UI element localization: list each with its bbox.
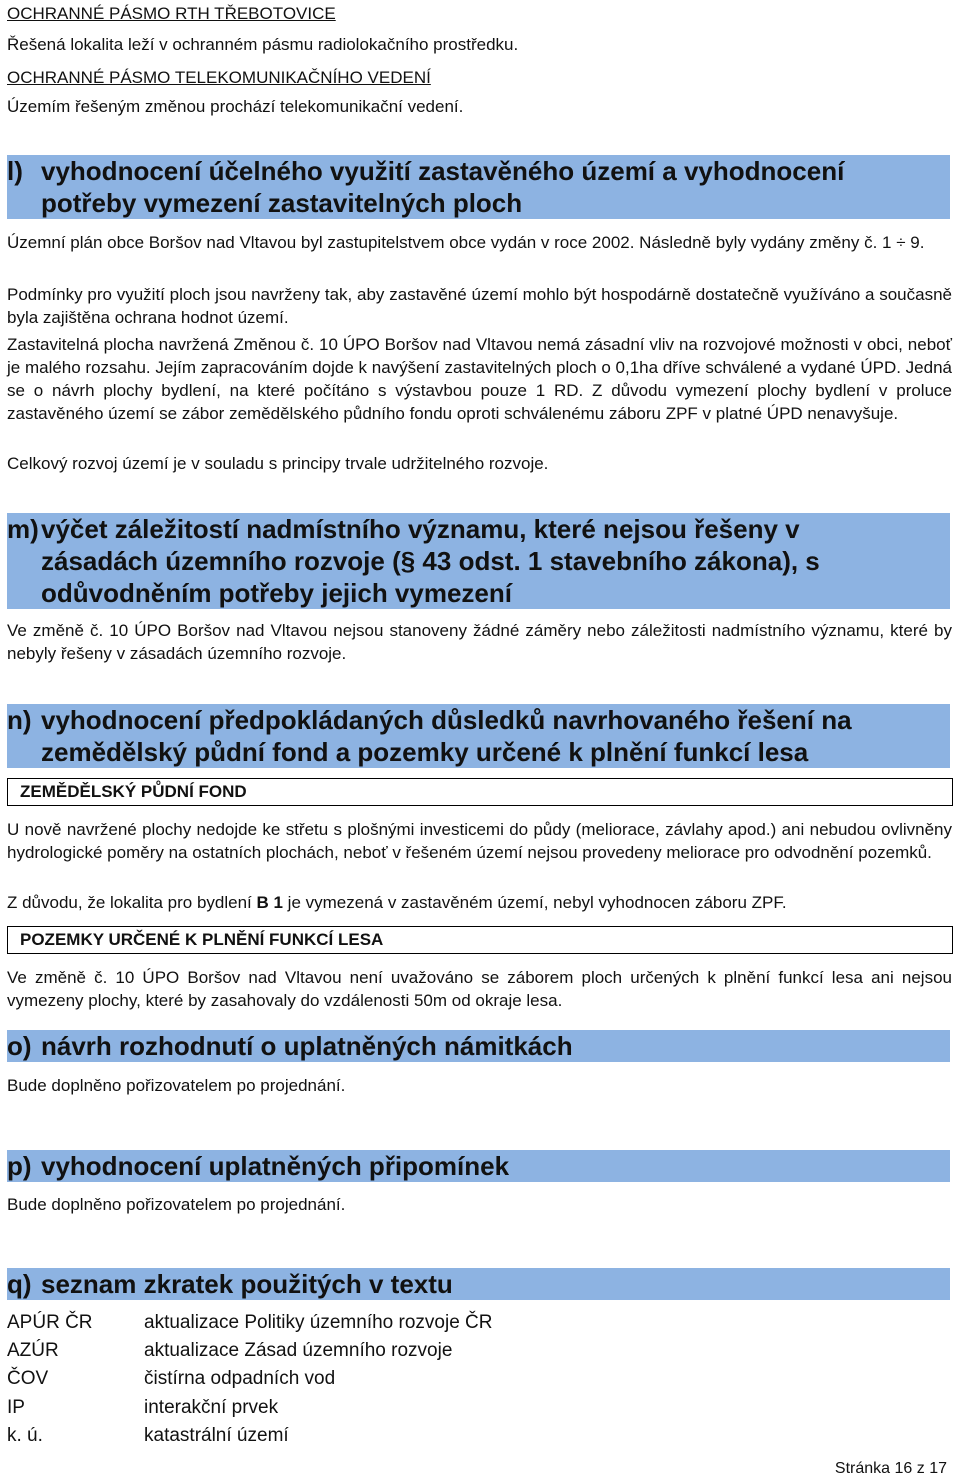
section-q-heading — [7, 1268, 950, 1300]
telecom-zone-text: Územím řešeným změnou prochází telekomunikační vedení. — [7, 97, 464, 116]
abbreviation: AZÚR — [7, 1340, 59, 1361]
paragraph: Zastavitelná plocha navržená Změnou č. 10 ÚPO Boršov nad Vltavou nemá zásadní vliv na rozvojové možnosti v obci, neboť je malého rozsahu. Jejím zapracováním dojde k navýšení zastavitelných ploch o 0,1ha dříve schválené a vydané ÚPD. Jedná se o návrh plochy bydlení, na které počítáno s výstavbou pouze 1 RD. Z důvodu vymezení plochy bydlení v proluce zastavěného území se zábor zemědělského půdního fondu oproti schválenému záboru ZPF v platné ÚPD nenavyšuje. — [7, 335, 952, 423]
section-letter: n) — [7, 705, 32, 735]
abbreviation: IP — [7, 1397, 25, 1418]
heading-line: vyhodnocení účelného využití zastavěného území a vyhodnocení — [41, 156, 845, 186]
subheading-box: POZEMKY URČENÉ K PLNĚNÍ FUNKCÍ LESA — [7, 926, 953, 954]
abbreviation-meaning: aktualizace Politiky územního rozvoje ČR — [144, 1312, 493, 1333]
section-o-heading — [7, 1030, 950, 1062]
abbreviation: k. ú. — [7, 1425, 43, 1446]
paragraph: Celkový rozvoj území je v souladu s principy trvale udržitelného rozvoje. — [7, 454, 549, 473]
text-run: Z důvodu, že lokalita pro bydlení — [7, 893, 257, 912]
section-letter: q) — [7, 1269, 32, 1299]
heading-line: vyhodnocení uplatněných připomínek — [41, 1151, 510, 1181]
abbreviation-meaning: katastrální území — [144, 1425, 289, 1446]
locality-code: B 1 — [256, 893, 283, 912]
section-l-heading — [7, 155, 950, 219]
section-n-heading — [7, 704, 950, 768]
section-p-heading — [7, 1150, 950, 1182]
paragraph: Podmínky pro využití ploch jsou navrženy tak, aby zastavěné území mohlo být hospodárně dostatečně využíváno a současně byla zajištěna ochrana hodnot území. — [7, 285, 952, 327]
abbreviation-meaning: aktualizace Zásad územního rozvoje — [144, 1340, 453, 1361]
paragraph — [7, 891, 952, 914]
heading-line: návrh rozhodnutí o uplatněných námitkách — [41, 1031, 573, 1061]
abbreviation-row — [7, 1309, 493, 1337]
telecom-zone-title: OCHRANNÉ PÁSMO TELEKOMUNIKAČNÍHO VEDENÍ — [7, 68, 431, 87]
paragraph: Ve změně č. 10 ÚPO Boršov nad Vltavou není uvažováno se záborem ploch určených k plnění funkcí lesa ani nejsou vymezeny plochy, které by zasahovaly do vzdálenosti 50m od okraje lesa. — [7, 968, 952, 1010]
heading-line: potřeby vymezení zastavitelných ploch — [41, 188, 523, 218]
abbreviation-meaning: čistírna odpadních vod — [144, 1368, 336, 1389]
heading-line: odůvodněním potřeby jejich vymezení — [41, 578, 512, 608]
heading-line: výčet záležitostí nadmístního významu, které nejsou řešeny v — [41, 514, 800, 544]
paragraph: Územní plán obce Boršov nad Vltavou byl zastupitelstvem obce vydán v roce 2002. Následně byly vydány změny č. 1 ÷ 9. — [7, 233, 925, 252]
paragraph: Ve změně č. 10 ÚPO Boršov nad Vltavou nejsou stanoveny žádné záměry nebo záležitosti nadmístního významu, které by nebyly řešeny v zásadách územního rozvoje. — [7, 621, 952, 663]
section-letter: l) — [7, 156, 23, 186]
heading-line: zásadách územního rozvoje (§ 43 odst. 1 stavebního zákona), s — [41, 546, 820, 576]
rth-zone-title: OCHRANNÉ PÁSMO RTH TŘEBOTOVICE — [7, 4, 336, 23]
abbreviation-row — [7, 1365, 335, 1393]
text-run: je vymezená v zastavěném území, nebyl vyhodnocen záboru ZPF. — [282, 893, 787, 912]
abbreviation: ČOV — [7, 1368, 49, 1389]
abbreviation-row — [7, 1337, 452, 1365]
heading-line: vyhodnocení předpokládaných důsledků navrhovaného řešení na — [41, 705, 852, 735]
abbreviation-meaning: interakční prvek — [144, 1397, 279, 1418]
subheading-box: ZEMĚDĚLSKÝ PŮDNÍ FOND — [7, 778, 953, 806]
rth-zone-text: Řešená lokalita leží v ochranném pásmu radiolokačního prostředku. — [7, 35, 519, 54]
abbreviation-row — [7, 1422, 289, 1450]
heading-line: zemědělský půdní fond a pozemky určené k plnění funkcí lesa — [41, 737, 809, 767]
section-m-heading — [7, 513, 950, 609]
heading-line: seznam zkratek použitých v textu — [41, 1269, 453, 1299]
paragraph: U nově navržené plochy nedojde ke střetu s plošnými investicemi do půdy (meliorace, závlahy apod.) ani nebudou ovlivněny hydrologické poměry na ostatních plochách, neboť v řešeném území nejsou provedeny meliorace pro odvodnění pozemků. — [7, 820, 952, 862]
abbreviation: APÚR ČR — [7, 1312, 93, 1333]
section-letter: o) — [7, 1031, 32, 1061]
abbreviation-row — [7, 1394, 278, 1422]
paragraph: Bude doplněno pořizovatelem po projednání. — [7, 1195, 346, 1214]
page-number: Stránka 16 z 17 — [834, 1460, 947, 1477]
paragraph: Bude doplněno pořizovatelem po projednání. — [7, 1076, 346, 1095]
section-letter: p) — [7, 1151, 32, 1181]
section-letter: m) — [7, 514, 39, 544]
